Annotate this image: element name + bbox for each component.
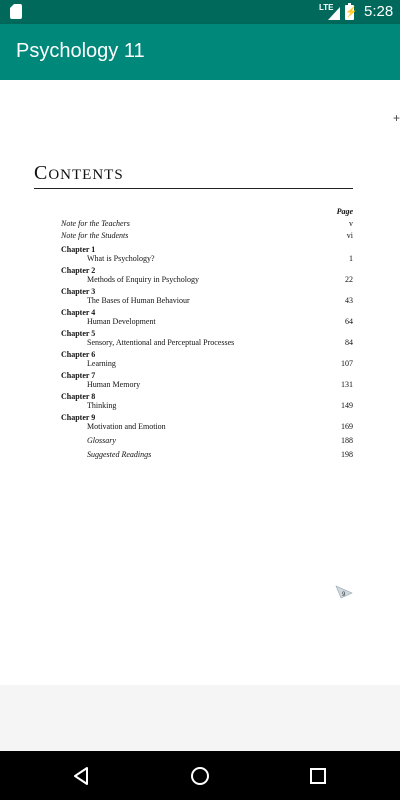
crop-mark-icon: + — [393, 111, 400, 125]
navigation-bar — [0, 751, 400, 800]
circle-home-icon[interactable] — [189, 765, 211, 787]
toc-page-number: 64 — [345, 317, 353, 326]
page-column-header: Page — [336, 207, 353, 216]
app-bar — [0, 24, 400, 80]
toc-chapter-label: Chapter 1 — [61, 245, 96, 254]
toc-page-number: 107 — [341, 359, 353, 368]
toc-chapter-title: Methods of Enquiry in Psychology — [87, 275, 199, 284]
toc-page-number: 198 — [341, 450, 353, 459]
toc-page-number: 43 — [345, 296, 353, 305]
toc-chapter-label: Chapter 3 — [61, 287, 96, 296]
toc-chapter-label: Chapter 2 — [61, 266, 96, 275]
toc-chapter-title: Human Development — [87, 317, 156, 326]
toc-page-number: 188 — [341, 436, 353, 445]
status-bar — [0, 0, 400, 24]
toc-chapter-title: Sensory, Attentional and Perceptual Processes — [87, 338, 235, 347]
toc-chapter-title: What is Psychology? — [87, 254, 155, 263]
pdf-page-viewer[interactable] — [0, 80, 400, 685]
toc-chapter-label: Chapter 7 — [61, 371, 96, 380]
toc-chapter-label: Chapter 6 — [61, 350, 96, 359]
page-number-badge — [335, 585, 353, 599]
viewer-background — [0, 685, 400, 751]
network-type-label: LTE — [319, 3, 334, 12]
toc-page-number: 22 — [345, 275, 353, 284]
contents-heading: CONTENTS — [34, 162, 124, 184]
toc-front-entry: Note for the Students — [61, 231, 129, 240]
contents-heading-text: C — [34, 162, 49, 184]
toc-chapter-title: Motivation and Emotion — [87, 422, 166, 431]
page-number-text: 9 — [342, 592, 346, 598]
toc-page-number: vi — [346, 231, 353, 240]
toc-chapter-title: The Bases of Human Behaviour — [87, 296, 190, 305]
toc-chapter-label: Chapter 5 — [61, 329, 96, 338]
sd-card-icon — [10, 4, 22, 19]
toc-chapter-title: Human Memory — [87, 380, 141, 389]
toc-page-number: 131 — [341, 380, 353, 389]
toc-chapter-label: Chapter 8 — [61, 392, 96, 401]
toc-chapter-title: Learning — [87, 359, 116, 368]
toc-page-number: 149 — [341, 401, 353, 410]
square-recents-icon[interactable] — [307, 765, 329, 787]
status-time: 5:28 — [364, 3, 394, 20]
toc-page-number: 1 — [349, 254, 353, 263]
triangle-back-icon[interactable] — [71, 765, 93, 787]
toc-page-number: 84 — [345, 338, 353, 347]
toc-page-number: 169 — [341, 422, 353, 431]
app-title: Psychology 11 — [16, 40, 145, 62]
battery-charging-icon — [345, 5, 354, 20]
toc-back-entry: Glossary — [87, 436, 116, 445]
toc-chapter-label: Chapter 9 — [61, 413, 96, 422]
heading-rule — [34, 188, 353, 189]
toc-chapter-title: Thinking — [87, 401, 117, 410]
toc-chapter-label: Chapter 4 — [61, 308, 96, 317]
toc-page-number: v — [349, 219, 353, 228]
toc-front-entry: Note for the Teachers — [61, 219, 130, 228]
toc-back-entry: Suggested Readings — [87, 450, 152, 459]
signal-icon — [328, 7, 340, 20]
